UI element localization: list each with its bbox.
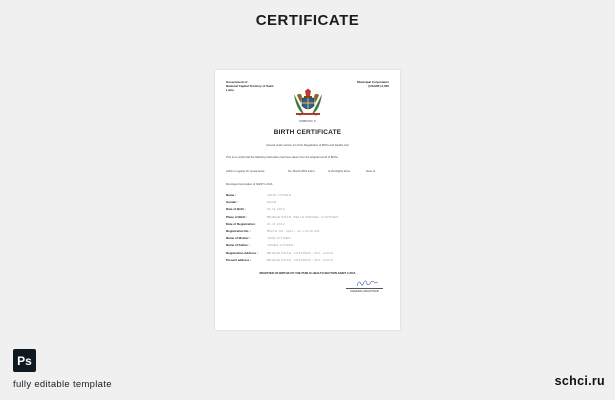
field-label: Present address : [226,257,252,262]
editable-template-label: fully editable template [13,379,112,390]
field-row [226,215,391,222]
header-left-line: Government of [226,80,248,84]
field-label: Date of Registration : [226,221,257,226]
register-line-part: Zone of [366,170,376,173]
header-left-line: National Capital Territory of Saint [226,83,274,88]
field-row [226,222,391,229]
field-row [226,251,391,258]
field-value: JOHN CITIZEN [267,193,292,197]
registrar-label: GENERAL REGISTRAR [350,290,379,293]
certificate-document [215,70,400,330]
field-label: Place of Birth : [226,214,248,219]
certificate-title: BIRTH CERTIFICATE [273,129,342,136]
signature-icon [355,278,380,288]
coat-of-arms-icon [291,88,325,118]
register-line-part: which is register for (Local Area) [226,170,265,173]
register-line-part: of the Rights Zone [328,170,350,173]
field-value: BIRTH NO. 2012 - SL.LUCIA 001 [267,228,320,233]
header-left-line: Lucia [226,87,234,92]
photoshop-logo-icon: Ps [13,349,36,372]
field-label: Name : [226,193,237,197]
field-value: BRIDGE ROAD, CASTRIES - 001, LUCIA [267,257,334,262]
certify-text: This is to certify that the following information has been taken from the original record of Births [226,156,338,159]
header-right-line: (CSANT) 2,000 [368,83,389,88]
field-label: Gender : [226,200,239,205]
field-row [226,258,391,265]
field-row [226,207,391,214]
field-value: MALE [267,200,277,205]
signature-line [346,288,383,289]
page-title: CERTIFICATE [255,12,360,29]
field-row [226,243,391,250]
field-row [226,236,391,243]
field-value: 01.11.2012 [267,207,285,212]
field-label: Date of Birth : [226,207,246,212]
header-right [329,81,389,89]
field-label: Registration No. : [226,228,252,233]
field-row [226,200,391,207]
field-value: BRIDGE ROAD, BELLE BRIDGE, CASTRIES [267,214,339,219]
header-left [226,81,286,92]
form-number: FORM NO. 5 [299,119,316,123]
certificate-fields [226,193,391,265]
field-label: Name of Father : [226,243,250,248]
field-row [226,193,391,200]
site-watermark: schci.ru [554,374,605,388]
field-value: JANE CITIZEN [267,236,291,241]
field-value: 01.11.2012 [267,221,285,226]
field-label: Registration Address : [226,250,259,255]
municipal-text: Municipal Corporation of SAINT LUCIA [226,183,273,186]
field-value: BRIDGE ROAD, CASTRIES - 001, LUCIA [267,250,334,255]
certificate-subtitle: (Issued under section 12 of the Registration of Births and Deaths Act) [266,144,349,147]
certificate-footer: REGISTER OF BIRTHS OF THE PUBLIC HEALTH SECTION SAINT LUCIA [259,271,356,275]
field-row [226,229,391,236]
field-value: JAMES CITIZEN [267,243,294,248]
field-label: Name of Mother : [226,236,251,241]
header-right-line: Municipal Corporation [357,80,389,84]
register-line-part: No. Month 2019 & Ent [288,170,315,173]
